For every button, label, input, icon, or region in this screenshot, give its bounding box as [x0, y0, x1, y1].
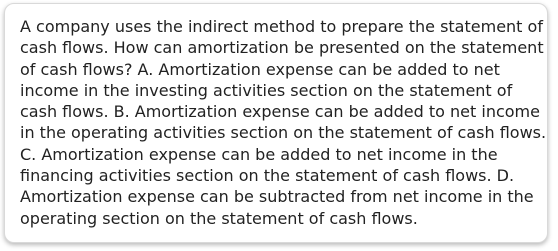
- question-text: A company uses the indirect method to prepare the statement of cash flows. How can amortization be presented on the statement of cash flows? A. Amortization expense can be added to net income in the investing activities section on the statement of cash flows. B. Amortization expense can be added to net income in the operating activities section on the statement of cash flows. C. Amortization expense can be added to net income in the financing activities section on the statement of cash flows. D. Amortization expense can be subtracted from net income in the operating section on the statement of cash flows.: [20, 17, 547, 228]
